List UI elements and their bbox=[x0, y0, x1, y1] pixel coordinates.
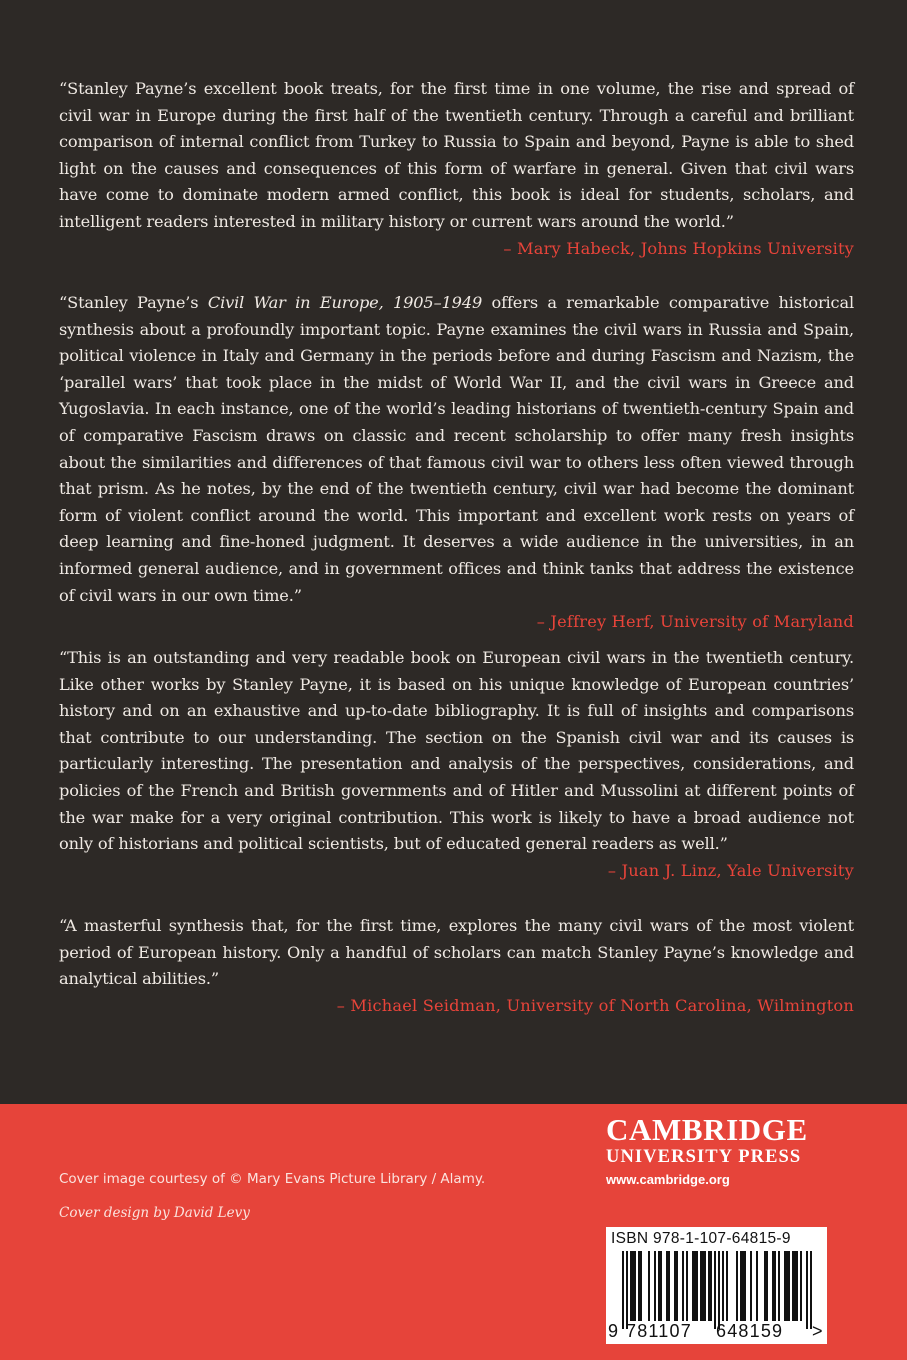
barcode-right-digits: 648159 bbox=[716, 1321, 784, 1341]
design-credit: Cover design by David Levy bbox=[59, 1205, 250, 1221]
barcode-bar bbox=[774, 1251, 776, 1321]
endorsement-attribution: – Juan J. Linz, Yale University bbox=[607, 860, 854, 880]
endorsement-text: “This is an outstanding and very readable book on European civil wars in the twentieth century. Like other works by Stanley Payne, it is based on his unique knowledge of European countries’ history and on an exhaustive and up-to-date bibliography. It is full of insights and comparisons that contribute to our understanding. The section on the Spanish civil war and its causes is particularly interesting. The presentation and analysis of the perspectives, considerations, and policies of the French and British governments and of Hitler and Mussolini at different points of the war make for a very original contribution. This work is likely to have a broad audience not only of historians and political scientists, but of educated general readers as well.” bbox=[59, 648, 854, 854]
barcode-bar bbox=[714, 1251, 716, 1329]
barcode-left-digits: 781107 bbox=[626, 1321, 692, 1341]
barcode-arrow: > bbox=[812, 1321, 823, 1341]
barcode-bar bbox=[666, 1251, 668, 1321]
endorsement-2 bbox=[59, 290, 854, 636]
barcode-bar bbox=[810, 1251, 812, 1329]
barcode-bar bbox=[638, 1251, 640, 1321]
barcode-bar bbox=[784, 1251, 786, 1321]
barcode-bar bbox=[742, 1251, 744, 1321]
endorsement-1 bbox=[59, 76, 854, 262]
barcode-first-digit: 9 bbox=[608, 1321, 619, 1341]
barcode-bar bbox=[702, 1251, 704, 1321]
endorsement-attribution: – Jeffrey Herf, University of Maryland bbox=[536, 612, 854, 632]
barcode-bar bbox=[750, 1251, 752, 1321]
barcode-bar bbox=[756, 1251, 758, 1321]
barcode-bar bbox=[676, 1251, 678, 1321]
barcode-bar bbox=[708, 1251, 710, 1321]
barcode-bar bbox=[786, 1251, 788, 1321]
barcode-bar bbox=[736, 1251, 738, 1321]
barcode-bar bbox=[794, 1251, 796, 1321]
endorsement-text: “Stanley Payne’s excellent book treats, for the first time in one volume, the rise and spread of civil war in Europe during the first half of the twentieth century. Through a careful and brilliant comparison of internal conflict from Turkey to Russia to Spain and beyond, Payne is able to shed light on the causes and consequences of this form of warfare in general. Given that civil wars have come to dominate modern armed conflict, this book is ideal for students, scholars, and intelligent readers interested in military history or current wars around the world.” bbox=[59, 79, 854, 231]
barcode-bar bbox=[674, 1251, 676, 1321]
barcode-bar bbox=[806, 1251, 808, 1329]
barcode-bar bbox=[634, 1251, 636, 1321]
endorsement-3 bbox=[59, 645, 854, 884]
barcode-bar bbox=[788, 1251, 790, 1321]
barcode-bar bbox=[696, 1251, 698, 1321]
barcode-bar bbox=[800, 1251, 802, 1321]
endorsement-text-after: offers a remarkable comparative historical synthesis about a profoundly important topic. Payne examines the civil wars in Russia and Spain, political violence in Italy and Germany in the periods before and during Fascism and Nazism, the ‘parallel wars’ that took place in the midst of World War II, and the civil wars in Greece and Yugoslavia. In each instance, one of the world’s leading historians of twentieth-century Spain and of comparative Fascism draws on classic and recent scholarship to offer many fresh insights about the similarities and differences of that famous civil war to others less often viewed through that prism. As he notes, by the end of the twentieth century, civil war had become the dominant form of violent conflict around the world. This important and excellent work rests on years of deep learning and fine-honed judgment. It deserves a wide audience in the universities, in an informed general audience, and in government offices and think tanks that address the existence of civil wars in our own time.” bbox=[59, 293, 855, 605]
barcode-bar bbox=[640, 1251, 642, 1321]
barcode-bar bbox=[792, 1251, 794, 1321]
barcode-bar bbox=[660, 1251, 662, 1321]
barcode-bar bbox=[766, 1251, 768, 1321]
isbn-label: ISBN 978-1-107-64815-9 bbox=[611, 1230, 791, 1247]
barcode-bar bbox=[654, 1251, 656, 1321]
barcode-bar bbox=[694, 1251, 696, 1321]
barcode-bar bbox=[630, 1251, 632, 1321]
publisher-press: UNIVERSITY PRESS bbox=[606, 1147, 802, 1167]
barcode-bar bbox=[668, 1251, 670, 1321]
publisher-url: www.cambridge.org bbox=[606, 1172, 730, 1187]
barcode-bar bbox=[718, 1251, 720, 1329]
book-title: Civil War in Europe, 1905–1949 bbox=[207, 293, 483, 312]
publisher-name: CAMBRIDGE bbox=[606, 1112, 808, 1147]
barcode-bar bbox=[692, 1251, 694, 1321]
endorsement-4 bbox=[59, 913, 854, 1019]
image-credit: Cover image courtesy of © Mary Evans Picture Library / Alamy. bbox=[59, 1171, 486, 1187]
barcode-bar bbox=[622, 1251, 624, 1329]
barcode-bar bbox=[722, 1251, 724, 1321]
endorsement-text-before: “Stanley Payne’s bbox=[59, 293, 208, 312]
barcode-bar bbox=[726, 1251, 728, 1321]
barcode-bar bbox=[778, 1251, 780, 1321]
barcode-bar bbox=[704, 1251, 706, 1321]
barcode-bar bbox=[658, 1251, 660, 1321]
isbn-barcode bbox=[606, 1227, 827, 1344]
barcode-bar bbox=[686, 1251, 688, 1321]
publisher-logo bbox=[606, 1114, 828, 1190]
barcode-bar bbox=[626, 1251, 628, 1329]
barcode-bar bbox=[710, 1251, 712, 1321]
barcode-bar bbox=[648, 1251, 650, 1321]
barcode-bar bbox=[744, 1251, 746, 1321]
barcode-bar bbox=[700, 1251, 702, 1321]
barcode-bar bbox=[764, 1251, 766, 1321]
endorsement-text bbox=[59, 290, 854, 609]
barcode-bar bbox=[796, 1251, 798, 1321]
endorsement-text: “A masterful synthesis that, for the first time, explores the many civil wars of the most violent period of European history. Only a handful of scholars can match Stanley Payne’s knowledge and analytical abilities.” bbox=[59, 916, 854, 989]
endorsement-attribution: – Michael Seidman, University of North Carolina, Wilmington bbox=[336, 995, 854, 1015]
barcode-bar bbox=[632, 1251, 634, 1321]
endorsement-attribution: – Mary Habeck, Johns Hopkins University bbox=[503, 238, 854, 258]
barcode-bar bbox=[682, 1251, 684, 1321]
barcode-bar bbox=[772, 1251, 774, 1321]
barcode-bar bbox=[740, 1251, 742, 1321]
